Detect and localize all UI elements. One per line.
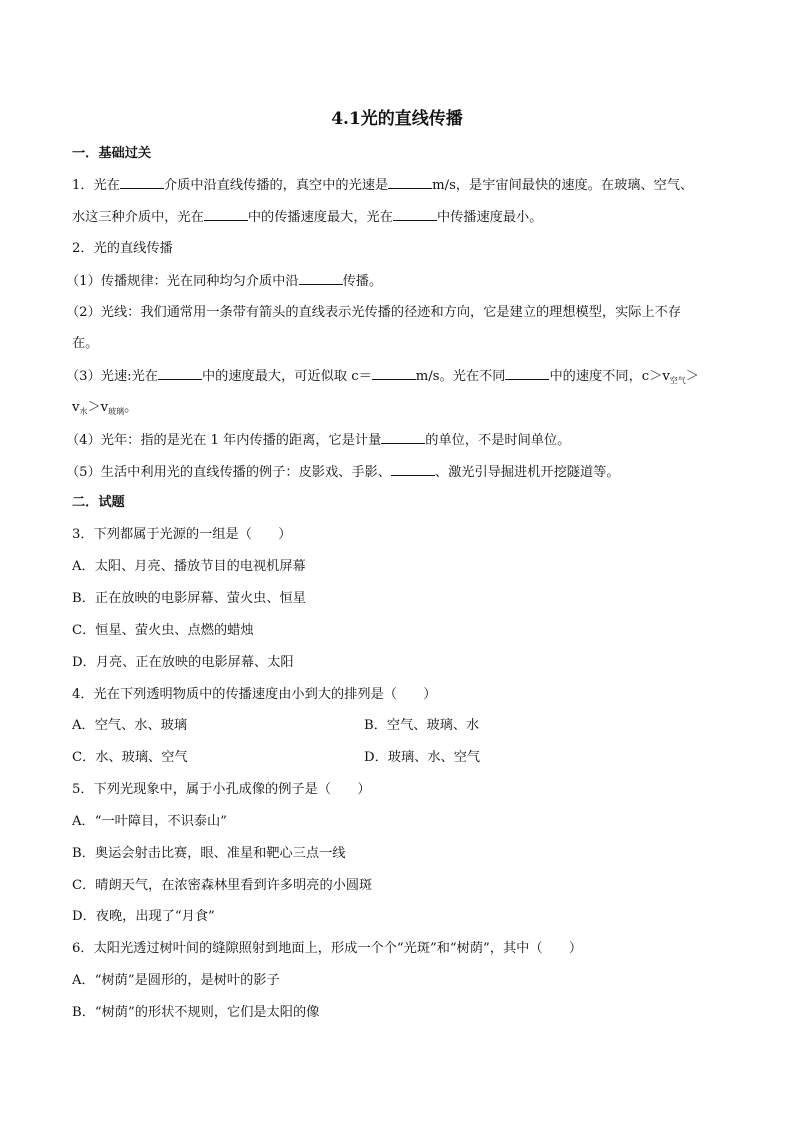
q1-text-a: 1．光在 xyxy=(72,178,120,193)
blank-field xyxy=(393,208,437,221)
q5-option-c: C．晴朗天气，在浓密森林里看到许多明亮的小圆斑 xyxy=(72,878,373,893)
section-questions: 二．试题 xyxy=(72,495,125,510)
q2-item3-h: 。 xyxy=(124,400,138,415)
q2-item3-cont xyxy=(72,399,137,421)
q2-item3-c: m/s。光在不同 xyxy=(415,369,506,384)
q1-line1 xyxy=(72,176,693,195)
q2-item3-e: ＞ xyxy=(685,369,699,384)
q2-item3-f: v xyxy=(72,400,80,415)
blank-field xyxy=(204,208,248,221)
q2-item1-tail: 传播。 xyxy=(342,274,383,289)
blank-field xyxy=(372,367,416,380)
section-basic: 一．基础过关 xyxy=(72,146,152,161)
q6-option-b: B．“树荫”的形状不规则，它们是太阳的像 xyxy=(72,1005,320,1020)
q2-item3-d: 中的速度不同，c＞v xyxy=(549,369,670,384)
q5-option-d: D．夜晚，出现了“月食” xyxy=(72,909,215,924)
q2-item1-text: （1）传播规律：光在同种均匀介质中沿 xyxy=(66,274,299,289)
q2-item2-cont: 在。 xyxy=(72,336,99,351)
blank-field xyxy=(505,367,549,380)
q2-item3-a: （3）光速:光在 xyxy=(66,369,158,384)
q4-stem: 4．光在下列透明物质中的传播速度由小到大的排列是（ ） xyxy=(72,687,437,702)
q4-option-b: B．空气、玻璃、水 xyxy=(364,718,480,733)
q2-item1 xyxy=(66,272,382,291)
q2-item4-b: 的单位，不是时间单位。 xyxy=(425,433,571,448)
blank-field xyxy=(120,176,164,189)
q2-item5-a: （5）生活中利用光的直线传播的例子：皮影戏、手影、 xyxy=(66,465,391,480)
q2-item3-b: 中的速度最大，可近似取 c＝ xyxy=(201,369,372,384)
q2-item5-b: 、激光引导掘进机开挖隧道等。 xyxy=(434,465,620,480)
subscript-water: 水 xyxy=(79,407,88,416)
blank-field xyxy=(388,176,432,189)
page-title: 4.1光的直线传播 xyxy=(331,109,463,129)
q2-item2: （2）光线：我们通常用一条带有箭头的直线表示光传播的径迹和方向，它是建立的理想模型，实际上不存 xyxy=(66,305,682,320)
q6-stem: 6．太阳光透过树叶间的缝隙照射到地面上，形成一个个“光斑”和“树荫”，其中（ ） xyxy=(72,941,583,956)
subscript-air: 空气 xyxy=(669,376,686,385)
blank-field xyxy=(381,431,425,444)
blank-field xyxy=(158,367,202,380)
q4-option-a: A．空气、水、玻璃 xyxy=(72,718,188,733)
q1-text-b: 介质中沿直线传播的，真空中的光速是 xyxy=(163,178,389,193)
q1-text-c: m/s，是宇宙间最快的速度。在玻璃、空气、 xyxy=(432,178,694,193)
q3-option-b: B．正在放映的电影屏幕、萤火虫、恒星 xyxy=(72,591,306,606)
q2-heading: 2．光的直线传播 xyxy=(72,241,173,256)
q1-text-d: 水这三种介质中，光在 xyxy=(72,210,204,225)
q3-option-d: D．月亮、正在放映的电影屏幕、太阳 xyxy=(72,655,294,670)
q1-text-e: 中的传播速度最大，光在 xyxy=(247,210,393,225)
q2-item3-g: ＞v xyxy=(87,400,109,415)
q2-item3 xyxy=(66,367,699,390)
blank-field xyxy=(299,272,343,285)
q5-stem: 5．下列光现象中，属于小孔成像的例子是（ ） xyxy=(72,782,371,797)
q1-text-f: 中传播速度最小。 xyxy=(436,210,543,225)
q2-item4 xyxy=(66,431,570,450)
q4-option-c: C．水、玻璃、空气 xyxy=(72,750,188,765)
q6-option-a: A．“树荫”是圆形的，是树叶的影子 xyxy=(72,973,280,988)
q3-option-c: C．恒星、萤火虫、点燃的蜡烛 xyxy=(72,623,254,638)
q3-option-a: A．太阳、月亮、播放节目的电视机屏幕 xyxy=(72,559,306,574)
q4-option-d: D．玻璃、水、空气 xyxy=(364,750,481,765)
q2-item4-a: （4）光年：指的是光在 1 年内传播的距离，它是计量 xyxy=(66,433,382,448)
q2-item5 xyxy=(66,463,620,482)
q5-option-a: A．“一叶障目，不识泰山” xyxy=(72,814,227,829)
blank-field xyxy=(391,463,435,476)
subscript-glass: 玻璃 xyxy=(108,407,125,416)
q5-option-b: B．奥运会射击比赛，眼、准星和靶心三点一线 xyxy=(72,846,346,861)
q1-line2 xyxy=(72,208,542,227)
q3-stem: 3．下列都属于光源的一组是（ ） xyxy=(72,527,292,542)
